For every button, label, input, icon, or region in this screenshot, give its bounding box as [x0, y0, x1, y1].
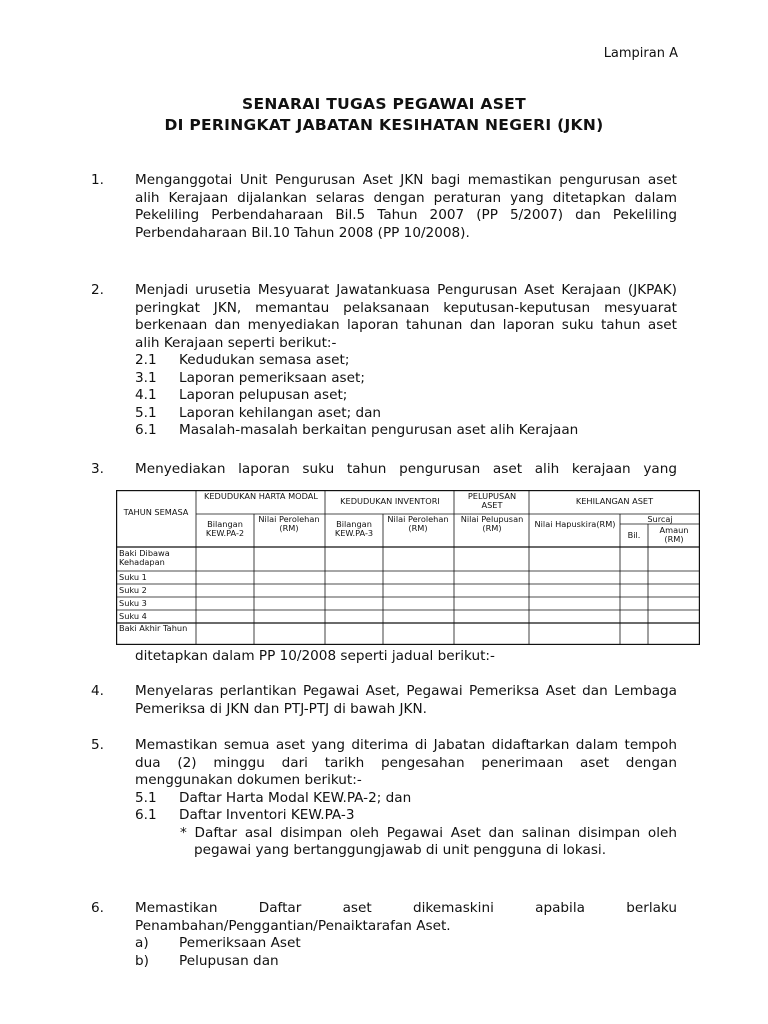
sub-item-text: Masalah-masalah berkaitan pengurusan aset alih Kerajaan [179, 422, 579, 438]
item-text: Memastikan semua aset yang diterima di Jabatan didaftarkan dalam tempoh dua (2) minggu dari tarikh pengesahan penerimaan aset dengan menggunakan dokumen berikut:- [135, 737, 677, 788]
header-pelupusan-aset: PELUPUSAN ASET [467, 491, 517, 510]
sub-item-text: Laporan pelupusan aset; [179, 387, 348, 403]
row-label: Baki Dibawa Kehadapan [119, 548, 170, 567]
header-tahun-semasa: TAHUN SEMASA [123, 507, 189, 517]
appendix-label: Lampiran A [603, 46, 678, 61]
header-kedudukan-inventori: KEDUDUKAN INVENTORI [340, 496, 440, 506]
sub-item [91, 953, 677, 971]
sub-item [91, 370, 677, 388]
sub-item-number: 5.1 [135, 404, 157, 421]
document-title-line-1: SENARAI TUGAS PEGAWAI ASET [242, 95, 526, 113]
subheader-nilai-hapuskira: Nilai Hapuskira(RM) [534, 519, 616, 529]
sub-item-text: Laporan kehilangan aset; dan [179, 404, 382, 421]
sub-item [91, 387, 677, 405]
subheader-bilangan-pa2: Bilangan KEW.PA-2 [205, 519, 245, 538]
item-text: ditetapkan dalam PP 10/2008 seperti jadual berikut:- [135, 648, 495, 664]
sub-item-number: 2.1 [135, 352, 157, 368]
row-label: Suku 1 [119, 572, 147, 582]
item-body [135, 900, 677, 970]
row-label: Suku 4 [119, 611, 147, 621]
sub-item-number: a) [135, 935, 149, 951]
item-text-line-1: Memastikan Daftar aset dikemaskini apabila berlaku [135, 900, 677, 916]
subheader-bil: Bil. [627, 530, 641, 540]
sub-item-text: Daftar Harta Modal KEW.PA-2; dan [179, 789, 412, 806]
sub-item-number: 4.1 [135, 387, 157, 403]
subheader-nilai-perolehan-1: Nilai Perolehan (RM) [258, 514, 320, 533]
row-label: Suku 2 [119, 585, 147, 595]
subheader-nilai-perolehan-2: Nilai Perolehan (RM) [387, 514, 449, 533]
item-number: 6. [91, 900, 104, 916]
sub-item [91, 352, 677, 370]
note-text: * Daftar asal disimpan oleh Pegawai Aset dan salinan disimpan oleh pegawai yang bertanggungjawab di unit pengguna di lokasi. [180, 824, 677, 858]
sub-item-number: 6.1 [135, 422, 157, 438]
sub-item-number: 6.1 [135, 807, 157, 823]
sub-item-text: Pemeriksaan Aset [179, 935, 301, 951]
item-body [135, 282, 677, 440]
sub-item-number: b) [135, 952, 149, 969]
item-number: 4. [91, 683, 104, 699]
item-text: Menganggotai Unit Pengurusan Aset JKN bagi memastikan pengurusan aset alih Kerajaan dijalankan selaras dengan peraturan yang ditetapkan dalam Pekeliling Perbendaharaan Bil.5 Tahun 2007 (PP 5/2007) dan Pekeliling Perbendaharaan Bil.10 Tahun 2008 (PP 10/2008). [135, 172, 677, 241]
sub-item-text: Daftar Inventori KEW.PA-3 [179, 807, 355, 823]
sub-item-number: 3.1 [135, 369, 157, 386]
item-number: 5. [91, 737, 104, 753]
sub-item [91, 935, 677, 953]
row-label: Suku 3 [119, 598, 147, 608]
row-label: Baki Akhir Tahun [119, 623, 188, 633]
document-title-line-2: DI PERINGKAT JABATAN KESIHATAN NEGERI (JKN) [164, 116, 604, 134]
item-text-line-2: Penambahan/Penggantian/Penaiktarafan Aset. [135, 917, 451, 934]
sub-item [91, 405, 677, 423]
item-body [135, 737, 677, 860]
header-kedudukan-harta-modal: KEDUDUKAN HARTA MODAL [204, 491, 318, 501]
item-text: Menyediakan laporan suku tahun pengurusan aset alih kerajaan yang [135, 461, 677, 477]
item-number: 1. [91, 172, 104, 188]
quarterly-asset-table [116, 490, 700, 645]
sub-item-text: Laporan pemeriksaan aset; [179, 369, 365, 386]
sub-item [91, 790, 677, 808]
sub-item-text: Pelupusan dan [179, 952, 279, 969]
item-number: 3. [91, 461, 104, 477]
subheader-surcaj: Surcaj [647, 514, 673, 524]
header-kehilangan-aset: KEHILANGAN ASET [575, 496, 654, 506]
item-text: Menyelaras perlantikan Pegawai Aset, Pegawai Pemeriksa Aset dan Lembaga Pemeriksa di JKN dan PTJ-PTJ di bawah JKN. [135, 683, 677, 717]
item-number: 2. [91, 282, 104, 298]
subheader-bilangan-pa3: Bilangan KEW.PA-3 [334, 519, 374, 538]
sub-item-number: 5.1 [135, 789, 157, 806]
sub-item-text: Kedudukan semasa aset; [179, 352, 350, 368]
sub-item [91, 422, 677, 440]
subheader-nilai-pelupusan: Nilai Pelupusan (RM) [460, 514, 524, 533]
item-text: Menjadi urusetia Mesyuarat Jawatankuasa Pengurusan Aset Kerajaan (JKPAK) peringkat JKN, memantau pelaksanaan keputusan-keputusan mesyuarat berkenaan dan menyediakan laporan tahunan dan laporan suku tahun aset alih Kerajaan seperti berikut:- [135, 282, 677, 351]
sub-item [91, 807, 677, 825]
subheader-amaun: Amaun (RM) [659, 525, 689, 544]
